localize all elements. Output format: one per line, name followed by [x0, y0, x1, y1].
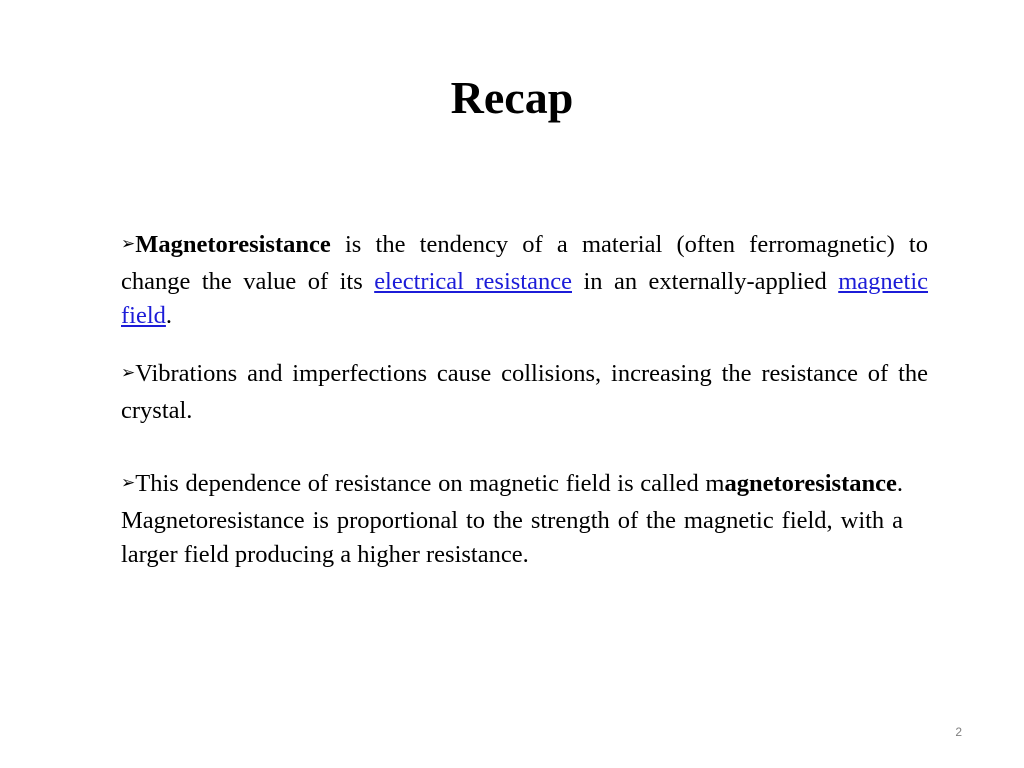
bullet-text: in an externally-applied: [572, 267, 839, 295]
bullet-vibrations: [121, 357, 928, 428]
bullet-text: .: [165, 302, 173, 329]
electrical-resistance-link[interactable]: electrical resistance: [374, 267, 572, 295]
bullet-text: Vibrations and imperfections cause collisions, increasing the resistance of the crystal.: [121, 360, 928, 424]
bullet-text: . Magnetoresistance is proportional to the strength of the magnetic field, with a larger field producing a higher resistance.: [121, 470, 903, 568]
bullet-dependence: [121, 467, 903, 573]
term-magnetoresistance: Magnetoresistance: [135, 231, 331, 258]
magnetic-field-link[interactable]: magnetic field: [121, 267, 929, 329]
arrow-bullet-icon: ➢: [121, 363, 136, 383]
bullet-text: This dependence of resistance on magnetic field is called m: [135, 470, 725, 497]
arrow-bullet-icon: ➢: [121, 473, 136, 493]
page-number: 2: [955, 725, 962, 739]
term-magnetoresistance-bold: agnetoresistance: [724, 470, 897, 497]
slide-title: Recap: [450, 72, 574, 123]
arrow-bullet-icon: ➢: [121, 234, 136, 254]
bullet-magnetoresistance-definition: [121, 228, 928, 334]
bullet-text: is the tendency of a material (often ferromagnetic) to change the value of its: [121, 231, 928, 295]
